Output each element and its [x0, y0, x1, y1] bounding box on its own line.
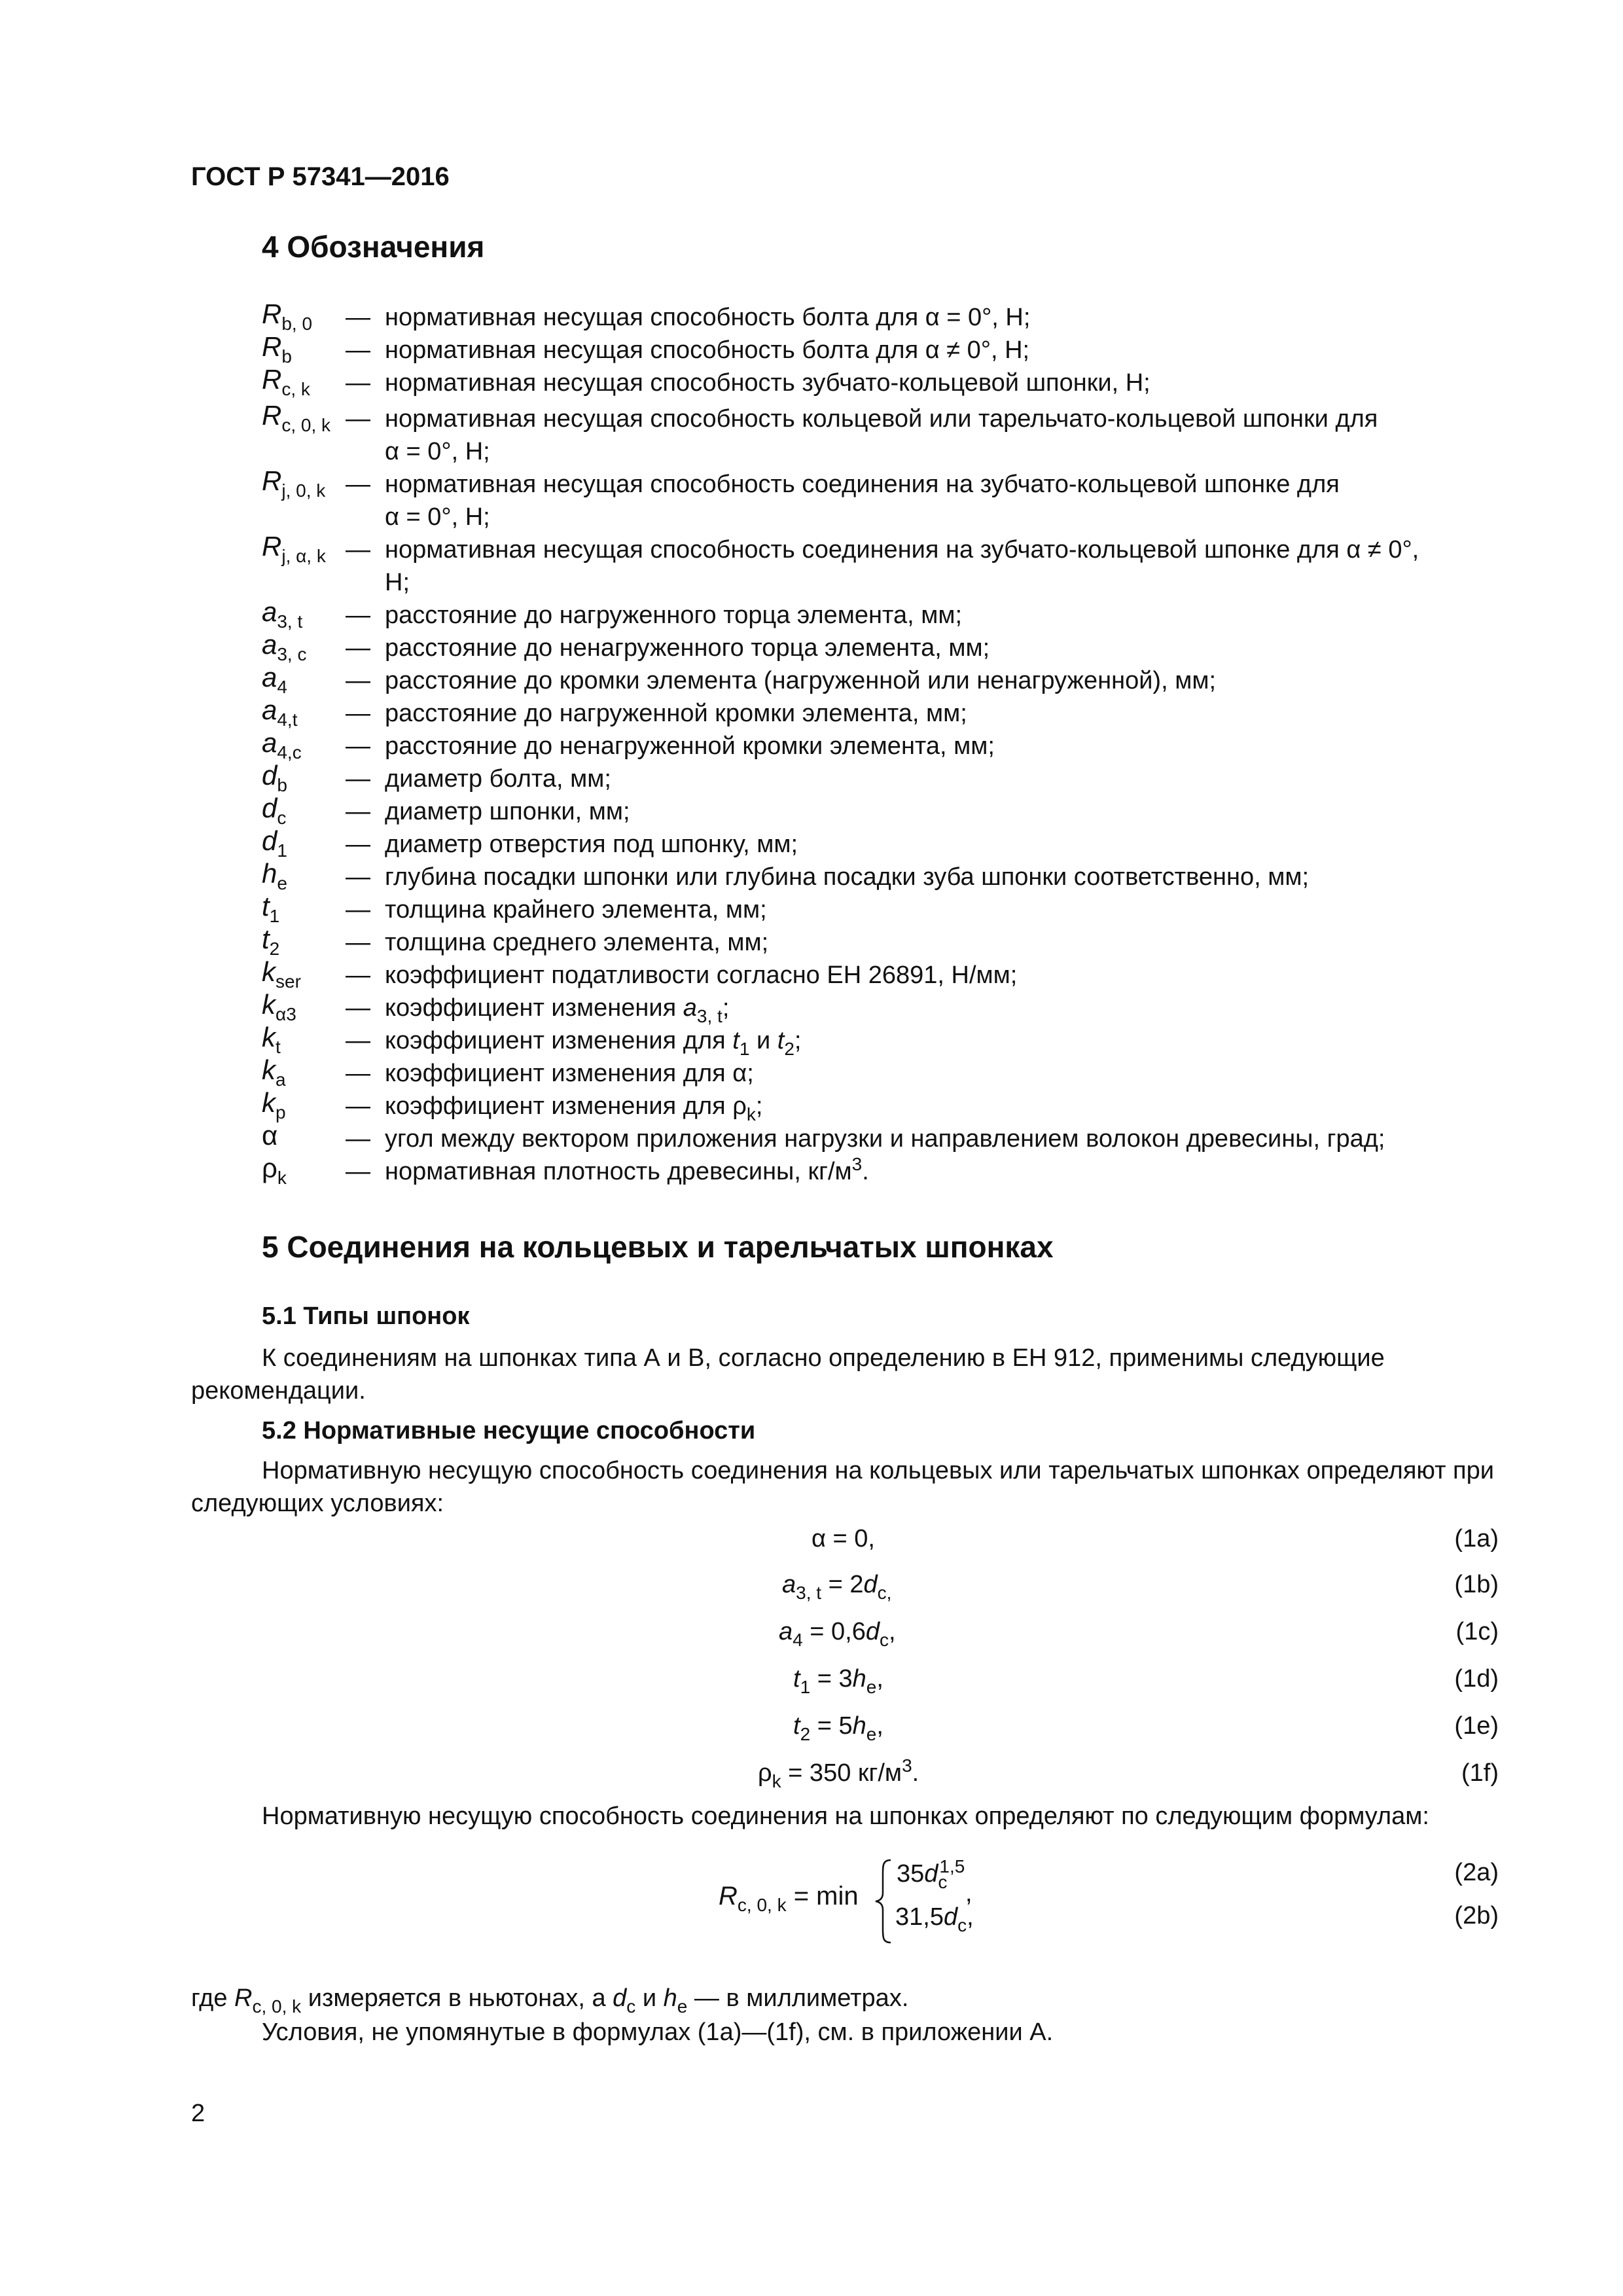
symbol-definition: — диаметр шпонки, мм; — [346, 798, 630, 825]
symbol-definition: — толщина среднего элемента, мм; — [346, 929, 769, 956]
equation-1d: $t_1 = 3h_e$, (1d) — [793, 1665, 1499, 1697]
equation-number: (2b) — [1454, 1902, 1499, 1929]
symbol-term: $d_c$ — [262, 793, 287, 828]
symbol-definition: — нормативная несущая способность соединения на зубчато-кольцевой шпонке для α = 0°, Н; — [346, 471, 1340, 531]
symbol-definition: — угол между вектором приложения нагрузки и направлением волокон древесины, град; — [346, 1125, 1385, 1153]
symbol-definition: — расстояние до ненагруженной кромки элемента, мм; — [346, 732, 995, 760]
symbol-definition: — расстояние до кромки элемента (нагруженной или ненагруженной), мм; — [346, 667, 1217, 694]
symbol-definition: — нормативная несущая способность кольцевой или тарельчато-кольцевой шпонки для α = 0°, Н; — [346, 405, 1378, 465]
symbol-term: $h_e$ — [262, 858, 287, 893]
symbol-definition: — диаметр болта, мм; — [346, 765, 611, 793]
symbol-term: $a_{4,c}$ — [262, 727, 302, 762]
equation-number: (1f) — [1461, 1759, 1499, 1787]
symbol-definition: — коэффициент податливости согласно ЕН 26891, Н/мм; — [346, 961, 1018, 989]
symbol-term: $R_b$ — [262, 331, 292, 367]
formula-units-note: где $R_{c, 0, k}$ измеряется в ньютонах, а $d_c$ и $h_e$ — в миллиметрах. — [191, 1984, 909, 2017]
symbol-term: $d_1$ — [262, 825, 287, 861]
symbol-definition: — расстояние до нагруженного торца элемента, мм; — [346, 601, 963, 629]
page-number: 2 — [191, 2100, 205, 2127]
equation-number: (1a) — [1454, 1525, 1499, 1552]
symbol-term: α — [262, 1120, 278, 1151]
formula-intro-text: Нормативную несущую способность соединения на шпонках определяют по следующим формулам: — [262, 1803, 1429, 1830]
subsection-5-2-title: 5.2 Нормативные несущие способности — [262, 1417, 756, 1444]
symbol-term: $R_{j, 0, k}$ — [262, 465, 326, 501]
left-brace-icon — [874, 1859, 893, 1944]
symbol-definition: — нормативная несущая способность зубчато-кольцевой шпонки, Н; — [346, 369, 1150, 397]
equation-1a: α = 0, (1a) — [812, 1525, 1499, 1552]
symbol-term: $a_{3, t}$ — [262, 596, 303, 632]
symbol-definition: — коэффициент изменения для α; — [346, 1060, 754, 1087]
symbol-term: $t_2$ — [262, 924, 280, 959]
equation-number: (1b) — [1454, 1571, 1499, 1598]
symbol-term: $\rho_k$ — [262, 1153, 287, 1188]
symbol-definition: — нормативная плотность древесины, $кг/м^3$. — [346, 1154, 869, 1185]
symbol-term: $t_1$ — [262, 891, 280, 926]
section-5-title: 5 Соединения на кольцевых и тарельчатых шпонках — [262, 1230, 1054, 1264]
symbol-term: $R_{c, 0, k}$ — [262, 400, 331, 435]
symbol-term: $d_b$ — [262, 760, 287, 795]
formula-2: $R_{c, 0, k} = \min$ $35d_c^{1,5}$ , $31,5d_c$, (2a) (2b) — [0, 1852, 1499, 1950]
symbol-term: $R_{c, k}$ — [262, 364, 310, 399]
symbol-term: $k_a$ — [262, 1054, 286, 1090]
symbol-definition: — толщина крайнего элемента, мм; — [346, 896, 767, 924]
symbol-definition: — расстояние до ненагруженного торца элемента, мм; — [346, 634, 990, 662]
section-4-title: 4 Обозначения — [262, 230, 485, 264]
symbol-term: $R_{j, \alpha, k}$ — [262, 531, 326, 566]
equation-number: (2a) — [1454, 1859, 1499, 1886]
symbol-definition: — нормативная несущая способность болта для α ≠ 0°, Н; — [346, 336, 1030, 364]
symbol-definition: — диаметр отверстия под шпонку, мм; — [346, 831, 798, 858]
symbol-term: $a_4$ — [262, 662, 287, 697]
symbol-term: $k_p$ — [262, 1087, 286, 1122]
symbol-definition: — нормативная несущая способность болта для α = 0°, Н; — [346, 304, 1031, 331]
appendix-reference-note: Условия, не упомянутые в формулах (1a)—(1f), см. в приложении А. — [262, 2018, 1054, 2046]
equation-number: (1e) — [1454, 1712, 1499, 1740]
symbol-term: $k_{ser}$ — [262, 956, 301, 992]
equation-1c: $a_4 = 0,6d_c$, (1c) — [779, 1618, 1499, 1650]
symbol-term: $k_{\alpha 3}$ — [262, 989, 296, 1024]
symbol-term: $a_{4,t}$ — [262, 694, 298, 730]
symbol-definition: — коэффициент изменения для $\rho_k$; — [346, 1092, 763, 1124]
equation-number: (1c) — [1455, 1618, 1499, 1645]
symbol-term: $k_t$ — [262, 1022, 281, 1057]
equation-1f: $\rho_k = 350$ $кг/м^3$. (1f) — [758, 1755, 1499, 1791]
symbol-definition: — коэффициент изменения $a_{3, t}$; — [346, 994, 730, 1026]
equation-1e: $t_2 = 5h_e$, (1e) — [793, 1712, 1499, 1744]
subsection-5-2-text: Нормативную несущую способность соединения на кольцевых или тарельчатых шпонках определяют при следующих условиях: — [191, 1457, 1494, 1517]
equation-number: (1d) — [1454, 1665, 1499, 1693]
symbol-term: $a_{3, c}$ — [262, 629, 307, 664]
symbol-definition: — коэффициент изменения для $t_1$ и $t_2$; — [346, 1027, 802, 1059]
symbol-term: $R_{b, 0}$ — [262, 298, 313, 334]
subsection-5-1-title: 5.1 Типы шпонок — [262, 1302, 470, 1330]
symbol-definition: — расстояние до нагруженной кромки элемента, мм; — [346, 700, 967, 727]
equation-1b: $a_{3, t} = 2d_{c,}$ (1b) — [782, 1571, 1499, 1603]
subsection-5-1-text: К соединениям на шпонках типа А и В, согласно определению в ЕН 912, применимы следующие рекомендации. — [191, 1344, 1385, 1405]
document-code-header: ГОСТ Р 57341—2016 — [191, 162, 450, 191]
symbol-definition: — глубина посадки шпонки или глубина посадки зуба шпонки соответственно, мм; — [346, 863, 1310, 891]
symbol-definition: — нормативная несущая способность соединения на зубчато-кольцевой шпонке для α ≠ 0°, Н; — [346, 536, 1419, 596]
